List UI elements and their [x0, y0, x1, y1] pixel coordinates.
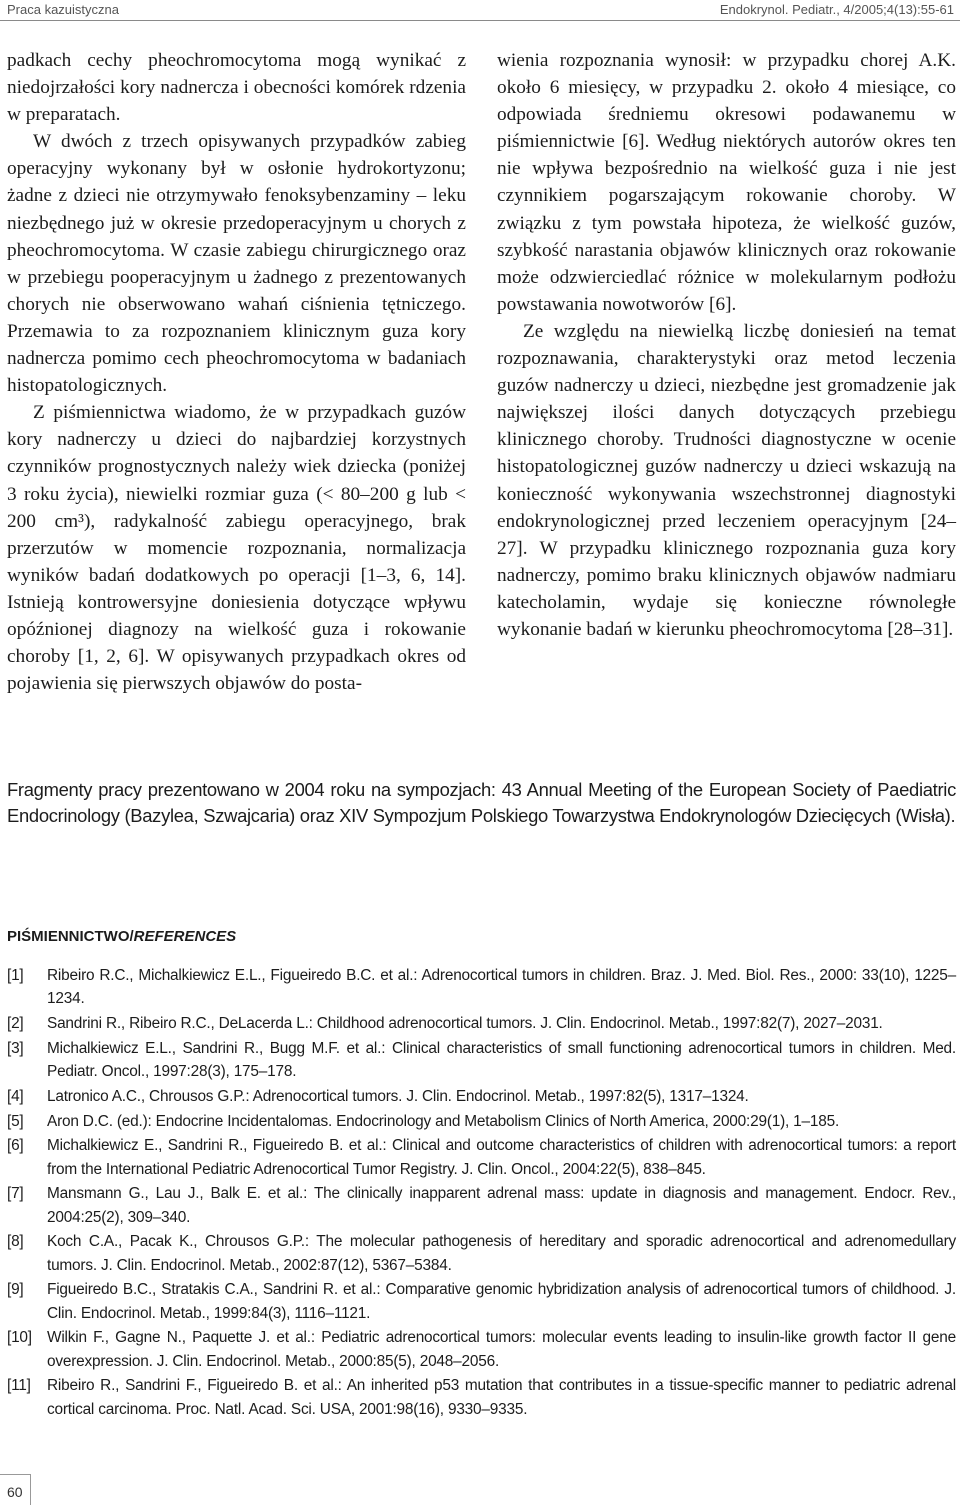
reference-text: Wilkin F., Gagne N., Paquette J. et al.: Pediatric adrenocortical tumors: molecular events leading to insulin-like growth factor II gene overexpression. J. Clin. Endocrinol. Metab., 2000:85(5), 2048–2056.	[47, 1329, 956, 1370]
reference-text: Aron D.C. (ed.): Endocrine Incidentalomas. Endocrinology and Metabolism Clinics of North America, 2000:29(1), 1–185.	[47, 1112, 840, 1130]
reference-number: [5]	[7, 1112, 24, 1130]
right-column	[497, 47, 956, 643]
reference-number: [6]	[7, 1137, 24, 1155]
reference-number: [2]	[7, 1015, 24, 1032]
reference-text: Ribeiro R.C., Michalkiewicz E.L., Figueiredo B.C. et al.: Adrenocortical tumors in children. Braz. J. Med. Biol. Res., 2000: 33(10), 1225–1234.	[47, 967, 956, 1008]
reference-item	[7, 1182, 956, 1228]
reference-item	[7, 1326, 956, 1372]
references-heading-pl: PIŚMIENNICTWO/	[7, 928, 134, 945]
reference-text: Koch C.A., Pacak K., Chrousos G.P.: The molecular pathogenesis of hereditary and sporadic adrenocortical and adrenomedullary tumors. J. Clin. Endocrinol. Metab., 2002:87(12), 5367–5384.	[47, 1233, 956, 1274]
reference-text: Latronico A.C., Chrousos G.P.: Adrenocortical tumors. J. Clin. Endocrinol. Metab., 1997:82(5), 1317–1324.	[47, 1087, 749, 1105]
reference-item	[7, 1012, 956, 1035]
reference-item	[7, 1110, 956, 1133]
reference-number: [10]	[7, 1329, 32, 1347]
reference-number: [7]	[7, 1185, 24, 1203]
section-label: Praca kazuistyczna	[7, 2, 119, 17]
references-heading-en: REFERENCES	[133, 928, 237, 945]
reference-item	[7, 1085, 956, 1108]
reference-number: [11]	[7, 1377, 31, 1395]
paragraph: wienia rozpoznania wynosił: w przypadku chorej A.K. około 6 miesięcy, w przypadku 2. około 4 miesiące, co odpowiada średniemu okresowi podawanemu w piśmiennictwie [6]. Według niektórych autorów okres ten nie wpływa bezpośrednio na wielkość guza i nie jest czynnikiem pogarszającym rokowanie choroby. W związku z tym powstała hipoteza, że wielkość guzów, szybkość narastania objawów klinicznych oraz rokowanie może odzwierciedlać różnice w molekularnym podłożu powstawania nowotworów [6].	[497, 50, 956, 315]
references-heading	[7, 928, 236, 945]
reference-item	[7, 964, 956, 1010]
reference-item	[7, 1278, 956, 1324]
reference-text: Michalkiewicz E., Sandrini R., Figueiredo B. et al.: Clinical and outcome characteristics of children with adrenocortical tumors: a report from the International Pediatric Adrenocortical Tumor Registry. J. Clin. Oncol., 2004:22(5), 838–845.	[47, 1137, 956, 1178]
reference-number: [3]	[7, 1039, 24, 1057]
paragraph: padkach cechy pheochromocytoma mogą wynikać z niedojrzałości kory nadnercza i obecności komórek rdzenia w preparatach.	[7, 50, 466, 126]
reference-text: Michalkiewicz E.L., Sandrini R., Bugg M.F. et al.: Clinical characteristics of small functioning adrenocortical tumors in children. Med. Pediatr. Oncol., 1997:28(3), 175–178.	[47, 1039, 956, 1080]
reference-item	[7, 1037, 956, 1083]
reference-number: [1]	[7, 967, 24, 984]
page-number: 60	[7, 1484, 23, 1500]
paragraph: Ze względu na niewielką liczbę doniesień na temat rozpoznawania, charakterystyki oraz metod leczenia guzów nadnerczy u dzieci, niezbędne jest gromadzenie jak największej ilości danych dotyczących przebiegu klinicznego choroby. Trudności diagnostyczne w ocenie histopatologicznej guzów nadnerczy u dzieci wskazują na konieczność wykonywania wszechstronnej diagnostyki endokrynologicznej przed leczeniem operacyjnym [24–27]. W przypadku klinicznego rozpoznania guza kory nadnerczy, pomimo braku klinicznych objawów nadmiaru katecholamin, wydaje się konieczne równoległe wykonanie badań w kierunku pheochromocytoma [28–31].	[497, 320, 956, 640]
paragraph: W dwóch z trzech opisywanych przypadków zabieg operacyjny wykonany był w osłonie hydrokortyzonu; żadne z dzieci nie otrzymywało fenoksybenzaminy – leku niezbędnego już w okresie przedoperacyjnym u chorych z pheochromocytoma. W czasie zabiegu chirurgicznego oraz w przebiegu pooperacyjnym u żadnego z prezentowanych chorych nie obserwowano wahań ciśnienia tętniczego. Przemawia to za rozpoznaniem klinicznym guza kory nadnercza pomimo cech pheochromocytoma w badaniach histopatologicznych.	[7, 131, 466, 397]
reference-text: Ribeiro R., Sandrini F., Figueiredo B. et al.: An inherited p53 mutation that contributes in a tissue-specific manner to pediatric adrenal cortical carcinoma. Proc. Natl. Acad. Sci. USA, 2001:98(16), 9330–9335.	[47, 1377, 956, 1418]
reference-text: Figueiredo B.C., Stratakis C.A., Sandrini R. et al.: Comparative genomic hybridization analysis of adrenocortical tumors of childhood. J. Clin. Endocrinol. Metab., 1999:84(3), 1116–1121.	[47, 1281, 956, 1322]
paragraph: Z piśmiennictwa wiadomo, że w przypadkach guzów kory nadnerczy u dzieci do najbardziej korzystnych czynników prognostycznych należy wiek dziecka (poniżej 3 roku życia), niewielki rozmiar guza (< 80–200 g lub < 200 cm³), radykalność zabiegu operacyjnego, brak przerzutów w momencie rozpoznania, normalizacja wyników badań dodatkowych po operacji [1–3, 6, 14]. Istnieją kontrowersyjne doniesienia dotyczące wpływu opóźnionej diagnozy na wielkość guza i rokowanie choroby [1, 2, 6]. W opisywanych przypadkach okres od pojawienia się pierwszych objawów do posta-	[7, 402, 466, 695]
left-column	[7, 47, 466, 697]
reference-item	[7, 1134, 956, 1180]
page-number-divider	[30, 1474, 31, 1505]
reference-item	[7, 1230, 956, 1276]
reference-item	[7, 1374, 956, 1420]
reference-text: Sandrini R., Ribeiro R.C., DeLacerda L.: Childhood adrenocortical tumors. J. Clin. Endocrinol. Metab., 1997:82(7), 2027–2031.	[47, 1015, 883, 1032]
running-header	[0, 0, 960, 22]
presentation-note: Fragmenty pracy prezentowano w 2004 roku na sympozjach: 43 Annual Meeting of the European Society of Paediatric Endocrinology (Bazylea, Szwajcaria) oraz XIV Sympozjum Polskiego Towarzystwa Endokrynologów Dziecięcych (Wisła).	[7, 779, 956, 826]
reference-number: [9]	[7, 1281, 24, 1299]
header-rule	[0, 20, 960, 21]
reference-number: [4]	[7, 1087, 24, 1105]
reference-number: [8]	[7, 1233, 24, 1251]
reference-text: Mansmann G., Lau J., Balk E. et al.: The clinically inapparent adrenal mass: update in diagnosis and management. Endocr. Rev., 2004:25(2), 309–340.	[47, 1185, 956, 1226]
page-number-rule	[0, 1474, 30, 1475]
references-list	[7, 964, 956, 1422]
journal-citation: Endokrynol. Pediatr., 4/2005;4(13):55-61	[719, 2, 954, 17]
